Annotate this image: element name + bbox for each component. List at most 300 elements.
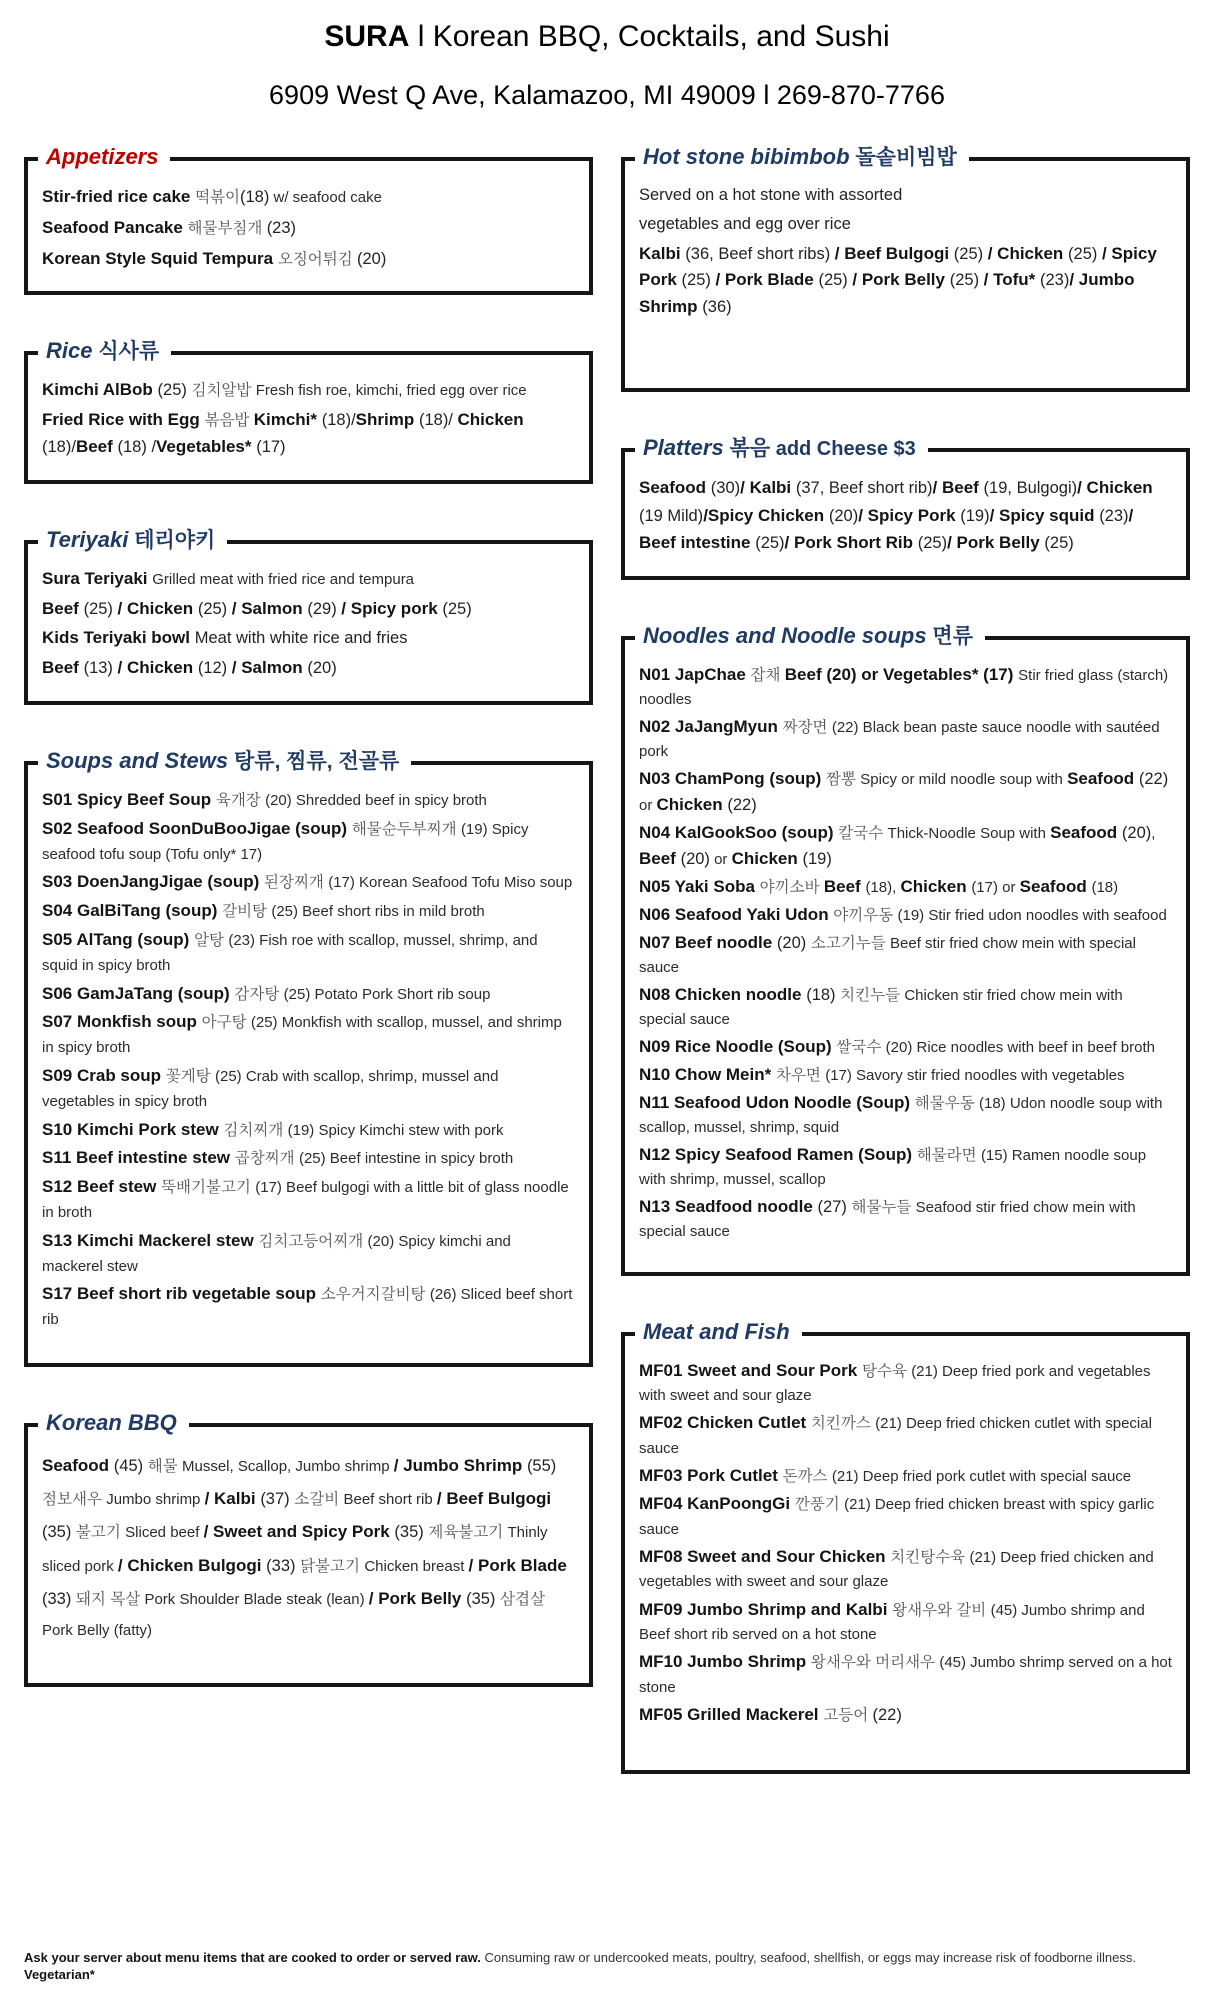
text-segment: (23) Fish roe with scallop, mussel, shrimp, and squid in spicy broth — [42, 931, 538, 974]
text-segment: 왕새우와 갈비 — [892, 1601, 991, 1619]
text-segment: (25) — [949, 271, 984, 290]
section-rice — [24, 338, 593, 483]
text-segment: (36, Beef short ribs) — [685, 244, 835, 263]
text-segment: / Beef intestine — [639, 505, 1134, 553]
text-segment: 칼국수 — [838, 824, 888, 842]
text-segment: Stir fried glass (starch) noodles — [639, 666, 1169, 708]
left-column — [24, 144, 593, 1687]
section-title: Platters — [643, 434, 724, 460]
text-segment: 감자탕 — [234, 985, 284, 1003]
menu-item — [42, 1145, 575, 1172]
text-segment: MF02 Chicken Cutlet — [639, 1413, 811, 1433]
text-segment: (20) — [357, 249, 387, 268]
text-segment: (19) Stir fried udon noodles with seafood — [897, 906, 1167, 924]
text-segment: Beef — [42, 658, 84, 678]
text-segment: (25) — [83, 599, 118, 618]
text-segment: (20) Shredded beef in spicy broth — [265, 791, 487, 809]
text-segment: (25) — [1068, 244, 1102, 263]
section-header-bbq — [38, 1409, 189, 1438]
menu-item — [42, 869, 575, 896]
text-segment: Chicken stir fried chow mein with special sauce — [639, 986, 1123, 1028]
footer-disclaimer — [24, 1950, 1190, 1984]
text-segment: 삼겹살 — [500, 1590, 545, 1608]
text-segment: 해물 — [147, 1457, 182, 1475]
text-segment: Seafood Pancake — [42, 217, 188, 237]
text-segment: (25) — [818, 271, 853, 290]
menu-item — [639, 1410, 1172, 1461]
text-segment: 고등어 — [823, 1706, 873, 1724]
text-segment: or — [639, 796, 657, 814]
text-segment: (27) — [817, 1197, 852, 1216]
text-segment: Beef stir fried chow mein with special sauce — [639, 934, 1136, 976]
text-segment: (25) — [681, 271, 716, 290]
section-header-rice — [38, 337, 171, 366]
section-meatfish — [621, 1318, 1190, 1774]
menu-columns — [0, 144, 1214, 1774]
text-segment: / Pork Blade — [715, 270, 819, 290]
text-segment: (25) — [1044, 534, 1074, 553]
text-segment: (25) — [442, 599, 472, 618]
text-segment: , — [1151, 824, 1156, 842]
text-segment: N09 Rice Noodle (Soup) — [639, 1036, 837, 1056]
text-segment: 치킨탕수육 — [890, 1548, 970, 1566]
menu-item — [639, 714, 1172, 764]
text-segment: / Spicy pork — [341, 598, 443, 618]
text-segment: / Kalbi — [740, 477, 796, 497]
menu-item — [639, 766, 1172, 818]
text-segment: / Chicken — [987, 243, 1069, 263]
section-body — [639, 474, 1172, 557]
text-segment: (25) — [953, 244, 988, 263]
restaurant-name: SURA — [324, 20, 410, 53]
text-segment: Fresh fish roe, kimchi, fried egg over rice — [255, 382, 527, 400]
text-segment: or — [709, 850, 732, 868]
text-segment: (18) / — [117, 437, 157, 456]
menu-item — [42, 183, 575, 211]
restaurant-address: 6909 West Q Ave, Kalamazoo, MI 49009 l 269-870-7766 — [269, 80, 945, 110]
text-segment: S10 Kimchi Pork stew — [42, 1119, 224, 1139]
section-title-extra: add Cheese $3 — [770, 437, 916, 460]
text-segment: / Jumbo Shrimp — [393, 1455, 527, 1475]
section-header-teriyaki — [38, 526, 227, 555]
text-segment: 짜장면 — [782, 718, 832, 736]
text-segment: 치킨까스 — [810, 1415, 876, 1433]
text-segment: / Jumbo Shrimp — [639, 270, 1135, 317]
text-segment: 알탕 — [194, 931, 229, 949]
text-segment: (30) — [710, 478, 741, 497]
text-segment: 해물라면 — [916, 1146, 981, 1164]
text-segment: (22) — [1138, 769, 1169, 788]
text-segment: (23) — [1099, 506, 1129, 525]
text-segment: (23) — [266, 218, 297, 237]
text-segment: (21) Deep fried chicken cutlet with special sauce — [639, 1415, 1152, 1457]
section-body — [42, 183, 575, 272]
text-segment: N02 JaJangMyun — [639, 716, 783, 736]
text-segment: (21) Deep fried pork and vegetables with sweet and sour glaze — [639, 1362, 1151, 1405]
section-title-korean: 식사류 — [92, 340, 160, 364]
text-segment: vegetables and egg over rice — [639, 214, 851, 233]
text-segment: Korean Style Squid Tempura — [42, 248, 278, 268]
section-teriyaki — [24, 526, 593, 705]
text-segment: Mussel, Scallop, Jumbo shrimp — [182, 1457, 394, 1475]
text-segment: 쌀국수 — [836, 1038, 886, 1056]
section-body — [42, 787, 575, 1333]
text-segment: (17) Savory stir fried noodles with vegetables — [825, 1066, 1125, 1084]
text-segment: (35) — [466, 1589, 501, 1608]
text-segment: (19) — [802, 849, 832, 868]
text-segment: S02 Seafood SoonDuBooJigae (soup) — [42, 818, 352, 838]
text-segment: 김치고등어찌개 — [258, 1232, 368, 1250]
text-segment: 꽃게탕 — [165, 1067, 215, 1085]
text-segment: N05 Yaki Soba — [639, 876, 760, 896]
text-segment: (18) Udon noodle soup with scallop, mussel, shrimp, squid — [639, 1094, 1163, 1136]
text-segment: / Sweet and Spicy Pork — [203, 1522, 395, 1542]
menu-item — [42, 1063, 575, 1115]
text-segment: 해물순두부찌개 — [351, 820, 461, 838]
menu-item — [639, 1034, 1172, 1060]
text-segment: Chicken breast — [364, 1557, 469, 1575]
section-body — [639, 183, 1172, 321]
menu-item — [639, 874, 1172, 900]
text-segment: (18) — [240, 188, 270, 206]
text-segment: (25) — [197, 599, 232, 618]
text-segment: MF04 KanPoongGi — [639, 1494, 795, 1514]
text-segment: 육개장 — [215, 791, 266, 809]
text-segment: Seafood — [1067, 768, 1139, 788]
text-segment: w/ seafood cake — [269, 189, 382, 206]
menu-item — [639, 930, 1172, 980]
text-segment: MF09 Jumbo Shrimp and Kalbi — [639, 1599, 893, 1619]
text-segment: S13 Kimchi Mackerel stew — [42, 1230, 259, 1250]
text-segment: S12 Beef stew — [42, 1177, 162, 1197]
text-segment: 야끼소바 — [759, 878, 824, 896]
text-segment: 닭불고기 — [300, 1557, 365, 1575]
text-segment: 볶음밥 — [204, 412, 254, 430]
text-segment: Sliced beef — [125, 1524, 204, 1542]
text-segment: / Pork Short Rib — [784, 533, 918, 553]
text-segment: 왕새우와 머리새우 — [810, 1654, 940, 1672]
text-segment: / Chicken Bulgogi — [117, 1555, 267, 1575]
text-segment: (25) Beef intestine in spicy broth — [298, 1150, 514, 1168]
text-segment: (19, Bulgogi) — [983, 478, 1078, 497]
text-segment: Vegetables* — [156, 436, 257, 456]
text-segment: S17 Beef short rib vegetable soup — [42, 1284, 321, 1304]
text-segment: 김치찌개 — [223, 1121, 288, 1139]
text-segment: Pork Belly (fatty) — [42, 1622, 153, 1639]
text-segment: S09 Crab soup — [42, 1065, 166, 1085]
text-segment: (36) — [702, 298, 732, 317]
menu-item — [42, 245, 575, 273]
text-segment: (18) — [1091, 878, 1119, 896]
text-segment: (37, Beef short rib) — [795, 478, 933, 497]
text-segment: 해물부침개 — [187, 219, 267, 237]
section-noodles — [621, 622, 1190, 1276]
text-segment: / Kalbi — [204, 1489, 261, 1509]
text-segment: (17) — [256, 437, 286, 456]
menu-item — [639, 241, 1172, 321]
text-segment: Seafood — [639, 477, 711, 497]
text-segment: / Chicken — [1077, 477, 1153, 497]
text-segment: / Chicken — [117, 658, 198, 678]
text-segment: Chicken — [731, 848, 803, 868]
text-segment: (37) — [260, 1490, 295, 1509]
text-segment: (45) Jumbo shrimp and Beef short rib served on a hot stone — [639, 1601, 1145, 1643]
menu-item — [639, 1090, 1172, 1140]
text-segment: Shrimp — [355, 410, 419, 430]
text-segment: / Spicy Pork — [858, 505, 961, 525]
restaurant-title — [0, 20, 1214, 54]
menu-item — [639, 1702, 1172, 1728]
text-segment: (22) — [872, 1705, 902, 1724]
menu-item — [42, 1117, 575, 1144]
menu-item — [639, 1142, 1172, 1192]
text-segment: Stir-fried rice cake — [42, 187, 196, 206]
text-segment: S11 Beef intestine stew — [42, 1148, 235, 1168]
text-segment: N01 JapChae — [639, 664, 751, 684]
text-segment: (35) — [394, 1523, 429, 1542]
text-segment: S05 AlTang (soup) — [42, 929, 195, 949]
text-segment: (15) Ramen noodle soup with shrimp, mussel, scallop — [639, 1146, 1147, 1188]
menu-item — [42, 377, 575, 404]
text-segment: Beef — [823, 876, 866, 896]
text-segment: 짬뽕 — [826, 770, 861, 788]
section-title: Hot stone bibimbob — [643, 144, 850, 169]
menu-item — [42, 816, 575, 868]
menu-item — [639, 212, 1172, 238]
section-title: Noodles and Noodle soups — [643, 622, 927, 648]
text-segment: Chicken — [900, 876, 972, 896]
menu-item — [42, 1281, 575, 1333]
text-segment: 야끼우동 — [833, 906, 898, 924]
text-segment: / Pork Blade — [468, 1555, 567, 1575]
text-segment: (19) Spicy Kimchi stew with pork — [287, 1121, 504, 1139]
text-segment: (18) — [806, 985, 841, 1004]
text-segment: (29) — [307, 599, 342, 618]
menu-item — [42, 655, 575, 682]
text-segment: / Pork Belly — [852, 270, 950, 290]
menu-item — [639, 902, 1172, 928]
restaurant-tagline: l Korean BBQ, Cocktails, and Sushi — [409, 20, 890, 53]
menu-item — [42, 1228, 575, 1280]
menu-item — [639, 1062, 1172, 1088]
text-segment: 소우거지갈비탕 — [320, 1286, 430, 1304]
text-segment: Ask your server about menu items that are cooked to order or served raw. — [24, 1950, 485, 1966]
text-segment: 해물누들 — [851, 1198, 916, 1216]
text-segment: (25) — [917, 534, 948, 553]
text-segment: Consuming raw or undercooked meats, poultry, seafood, shellfish, or eggs may increase risk of foodborne illness. — [484, 1950, 1136, 1966]
text-segment: 김치알밥 — [191, 382, 256, 400]
section-title: Appetizers — [46, 144, 159, 169]
text-segment: (18)/ — [321, 411, 356, 430]
text-segment: Chicken — [656, 794, 728, 814]
text-segment: Kalbi — [639, 243, 686, 263]
text-segment: Served on a hot stone with assorted — [639, 186, 903, 204]
text-segment: (18)/ — [42, 437, 76, 456]
menu-item — [42, 566, 575, 593]
text-segment: (22) — [727, 795, 757, 814]
text-segment: 갈비탕 — [222, 903, 272, 921]
section-header-meatfish — [635, 1318, 802, 1347]
menu-item — [639, 982, 1172, 1032]
text-segment: Kimchi AlBob — [42, 380, 158, 400]
text-segment: 불고기 — [75, 1524, 126, 1542]
menu-item — [639, 1649, 1172, 1700]
text-segment: (19) Spicy seafood tofu soup (Tofu only* 17) — [42, 820, 529, 863]
section-body — [42, 566, 575, 682]
text-segment: S01 Spicy Beef Soup — [42, 789, 216, 809]
menu-item — [639, 1544, 1172, 1595]
section-header-soups — [38, 747, 411, 776]
text-segment: (20) — [1121, 823, 1152, 842]
text-segment: (18), — [865, 878, 901, 896]
text-segment: Seafood — [1019, 876, 1092, 896]
section-body — [639, 1358, 1172, 1728]
text-segment: (17) Korean Seafood Tofu Miso soup — [328, 874, 573, 892]
text-segment: 소갈비 — [294, 1491, 344, 1509]
section-body — [42, 377, 575, 460]
menu-item — [639, 1491, 1172, 1542]
text-segment: (22) Black bean paste sauce noodle with sautéed pork — [639, 718, 1160, 760]
text-segment: Pork Shoulder Blade steak (lean) — [144, 1590, 369, 1608]
text-segment: Beef — [75, 436, 118, 456]
menu-item — [42, 625, 575, 652]
text-segment: Vegetarian* — [24, 1967, 95, 1983]
text-segment: (20) — [680, 849, 710, 868]
text-segment: 치킨누들 — [840, 986, 905, 1004]
text-segment: N03 ChamPong (soup) — [639, 768, 827, 788]
text-segment: S04 GalBiTang (soup) — [42, 901, 223, 921]
text-segment: 소고기누들 — [810, 934, 891, 952]
section-title: Meat and Fish — [643, 1318, 790, 1344]
text-segment: Seafood — [1050, 822, 1122, 842]
text-segment: Thinly sliced pork — [42, 1524, 548, 1575]
section-title-korean: 탕류, 찜류, 전골류 — [228, 749, 400, 773]
text-segment: 된장찌개 — [264, 874, 329, 892]
text-segment: 오징어튀김 — [277, 250, 358, 268]
text-segment: MF10 Jumbo Shrimp — [639, 1652, 811, 1672]
section-hotstone — [621, 144, 1190, 392]
text-segment: Kids Teriyaki bowl — [42, 628, 195, 648]
text-segment: / Beef — [932, 477, 984, 497]
menu-item — [42, 214, 575, 242]
text-segment: (25) Beef short ribs in mild broth — [271, 903, 485, 921]
text-segment: (25) — [755, 534, 785, 553]
text-segment: Seafood stir fried chow mein with special sauce — [639, 1198, 1136, 1240]
text-segment: Beef — [639, 848, 681, 868]
text-segment: (17) Beef bulgogi with a little bit of glass noodle in broth — [42, 1179, 569, 1221]
text-segment: (26) Sliced beef short rib — [42, 1286, 573, 1329]
text-segment: S07 Monkfish soup — [42, 1012, 202, 1032]
menu-item — [42, 1449, 575, 1646]
text-segment: Spicy or mild noodle soup with — [860, 770, 1068, 788]
text-segment: Jumbo shrimp — [106, 1491, 205, 1509]
text-segment: Beef (20) or Vegetables* (17) — [784, 664, 1019, 684]
menu-item — [42, 898, 575, 925]
section-soups — [24, 747, 593, 1367]
text-segment: / Pork Belly — [368, 1588, 467, 1608]
menu-item — [639, 1194, 1172, 1244]
text-segment: S03 DoenJangJigae (soup) — [42, 872, 264, 892]
text-segment: N11 Seafood Udon Noodle (Soup) — [639, 1092, 915, 1112]
text-segment: MF05 Grilled Mackerel — [639, 1704, 824, 1724]
text-segment: 돼지 목살 — [75, 1590, 145, 1608]
section-title: Rice — [46, 338, 93, 364]
text-segment: Sura Teriyaki — [42, 568, 153, 588]
text-segment: (21) Deep fried pork cutlet with special sauce — [831, 1468, 1132, 1486]
text-segment: Meat with white rice and fries — [194, 629, 408, 648]
text-segment: Beef — [42, 598, 84, 618]
section-platters — [621, 434, 1190, 580]
text-segment: (20) — [828, 506, 859, 525]
text-segment: N10 Chow Mein* — [639, 1064, 776, 1084]
text-segment: Beef short rib — [343, 1491, 437, 1509]
text-segment: (13) — [83, 659, 118, 678]
text-segment: (17) or — [971, 878, 1020, 896]
menu-item — [639, 662, 1172, 712]
menu-item — [42, 1174, 575, 1226]
text-segment: N06 Seafood Yaki Udon — [639, 904, 834, 924]
text-segment: / Chicken — [117, 598, 198, 618]
menu-item — [639, 820, 1172, 872]
text-segment: MF01 Sweet and Sour Pork — [639, 1360, 862, 1380]
text-segment: N04 KalGookSoo (soup) — [639, 822, 839, 842]
text-segment: N07 Beef noodle — [639, 932, 777, 952]
text-segment: S06 GamJaTang (soup) — [42, 983, 235, 1003]
menu-item — [42, 787, 575, 814]
section-header-hotstone — [635, 143, 969, 172]
section-header-platters — [635, 434, 928, 463]
text-segment: (18)/ — [418, 411, 458, 430]
text-segment: 제육불고기 — [428, 1524, 508, 1542]
text-segment: (25) — [157, 381, 192, 400]
text-segment: 탕수육 — [861, 1362, 912, 1380]
section-bbq — [24, 1409, 593, 1687]
text-segment: 돈까스 — [782, 1468, 832, 1486]
text-segment: /Spicy Chicken — [703, 505, 829, 525]
section-title-korean: 볶음 — [723, 436, 771, 460]
menu-item — [42, 407, 575, 461]
menu-item — [42, 927, 575, 979]
text-segment: / Beef Bulgogi — [436, 1489, 552, 1509]
section-body — [639, 662, 1172, 1244]
text-segment: N13 Seadfood noodle — [639, 1196, 818, 1216]
text-segment: (33) — [42, 1589, 76, 1608]
right-column — [621, 144, 1190, 1774]
menu-item — [42, 981, 575, 1008]
menu-item — [639, 1463, 1172, 1489]
text-segment: (20) — [776, 933, 811, 952]
section-appetizers — [24, 144, 593, 295]
section-title: Korean BBQ — [46, 1409, 177, 1435]
text-segment: N12 Spicy Seafood Ramen (Soup) — [639, 1144, 917, 1164]
text-segment: (33) — [266, 1556, 301, 1575]
text-segment: / Spicy Pork — [639, 243, 1157, 290]
text-segment: MF03 Pork Cutlet — [639, 1466, 783, 1486]
menu-item — [42, 596, 575, 623]
text-segment: (19 Mild) — [639, 506, 704, 525]
menu-item — [639, 474, 1172, 557]
section-header-appetizers — [38, 143, 170, 172]
text-segment: Seafood — [42, 1455, 114, 1475]
text-segment: 잡채 — [750, 666, 785, 684]
text-segment: / Salmon — [231, 658, 308, 678]
text-segment: 깐풍기 — [794, 1496, 845, 1514]
text-segment: / Pork Belly — [947, 533, 1045, 553]
text-segment: Kimchi* — [253, 410, 322, 430]
text-segment: / Beef Bulgogi — [834, 243, 954, 263]
section-title-korean: 테리야키 — [128, 528, 216, 552]
text-segment: Thick-Noodle Soup with — [887, 824, 1051, 842]
